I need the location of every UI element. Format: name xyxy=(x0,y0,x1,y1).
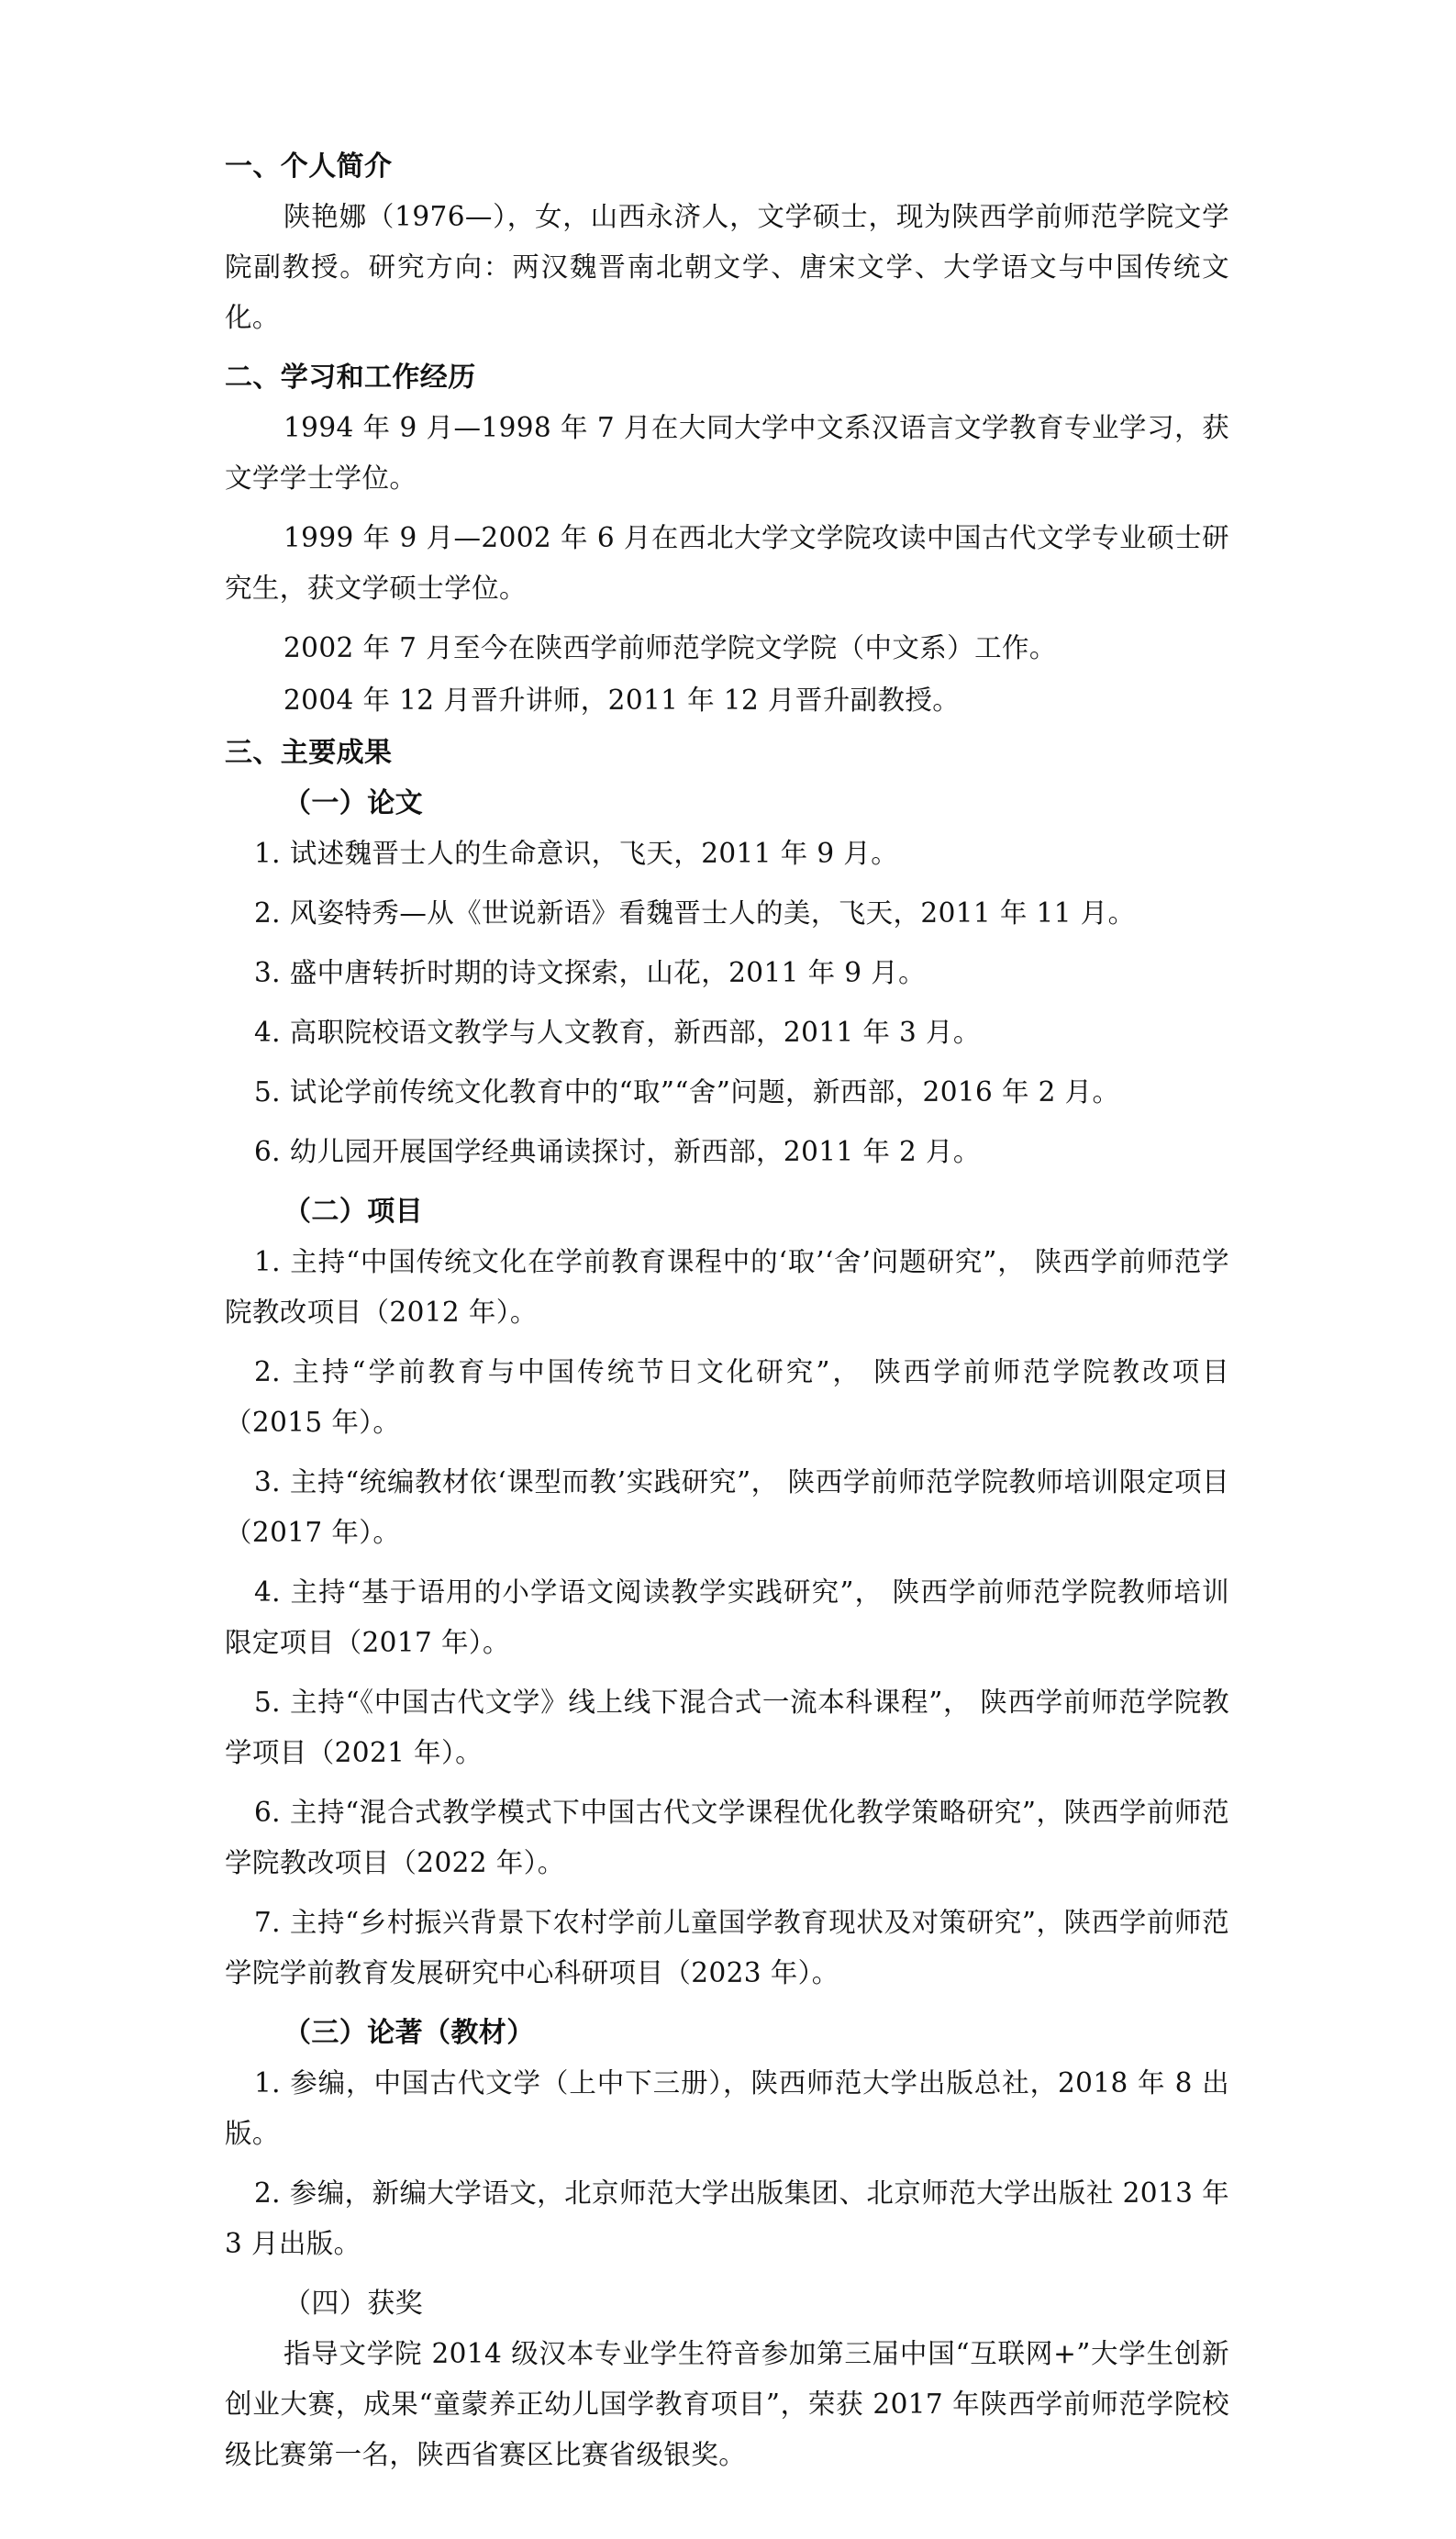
project-item: 1. 主持“中国传统文化在学前教育课程中的‘取’‘舍’问题研究”， 陕西学前师范学院教改项目（2012 年）。 xyxy=(225,1246,1229,1328)
section-heading-intro: 一、个人简介 xyxy=(225,150,393,183)
project-item: 5. 主持“《中国古代文学》线上线下混合式一流本科课程”， 陕西学前师范学院教学项目（2021 年）。 xyxy=(225,1687,1229,1768)
project-item: 4. 主持“基于语用的小学语文阅读教学实践研究”， 陕西学前师范学院教师培训限定项目（2017 年）。 xyxy=(225,1576,1229,1658)
book-item: 1. 参编，中国古代文学（上中下三册），陕西师范大学出版总社，2018 年 8 出版。 xyxy=(225,2067,1229,2149)
subsection-heading-papers: （一）论文 xyxy=(283,787,423,819)
section-heading-experience: 二、学习和工作经历 xyxy=(225,362,476,394)
subsection-heading-books: （三）论著（教材） xyxy=(283,2017,535,2049)
paper-item: 4. 高职院校语文教学与人文教育，新西部，2011 年 3 月。 xyxy=(254,1017,981,1048)
book-item: 2. 参编，新编大学语文，北京师范大学出版集团、北京师范大学出版社 2013 年 3 月出版。 xyxy=(225,2177,1229,2259)
experience-item: 2002 年 7 月至今在陕西学前师范学院文学院（中文系）工作。 xyxy=(283,632,1057,663)
paper-item: 1. 试述魏晋士人的生命意识，飞天，2011 年 9 月。 xyxy=(254,838,899,869)
subsection-heading-projects: （二）项目 xyxy=(283,1196,423,1228)
experience-item: 2004 年 12 月晋升讲师，2011 年 12 月晋升副教授。 xyxy=(283,685,961,716)
subsection-heading-awards: （四）获奖 xyxy=(283,2288,423,2320)
section-heading-achievements: 三、主要成果 xyxy=(225,737,393,769)
paper-item: 2. 风姿特秀—从《世说新语》看魏晋士人的美，飞天，2011 年 11 月。 xyxy=(254,897,1136,929)
intro-paragraph: 陕艳娜（1976—），女，山西永济人，文学硕士，现为陕西学前师范学院文学院副教授。研究方向：两汉魏晋南北朝文学、唐宋文学、大学语文与中国传统文化。 xyxy=(225,201,1229,333)
document-body xyxy=(225,141,1229,2489)
awards-paragraph: 指导文学院 2014 级汉本专业学生符音参加第三届中国“互联网+”大学生创新创业大赛，成果“童蒙养正幼儿国学教育项目”，荣获 2017 年陕西学前师范学院校级比赛第一名，陕西省赛区比赛省级银奖。 xyxy=(225,2338,1229,2470)
project-item: 3. 主持“统编教材依‘课型而教’实践研究”， 陕西学前师范学院教师培训限定项目（2017 年）。 xyxy=(225,1466,1229,1548)
experience-item: 1999 年 9 月—2002 年 6 月在西北大学文学院攻读中国古代文学专业硕士研究生，获文学硕士学位。 xyxy=(225,522,1229,604)
project-item: 7. 主持“乡村振兴背景下农村学前儿童国学教育现状及对策研究”，陕西学前师范学院学前教育发展研究中心科研项目（2023 年）。 xyxy=(225,1907,1229,1988)
experience-item: 1994 年 9 月—1998 年 7 月在大同大学中文系汉语言文学教育专业学习，获文学学士学位。 xyxy=(225,412,1229,494)
paper-item: 3. 盛中唐转折时期的诗文探索，山花，2011 年 9 月。 xyxy=(254,957,926,988)
project-item: 6. 主持“混合式教学模式下中国古代文学课程优化教学策略研究”，陕西学前师范学院教改项目（2022 年）。 xyxy=(225,1797,1229,1878)
paper-item: 6. 幼儿园开展国学经典诵读探讨，新西部，2011 年 2 月。 xyxy=(254,1136,981,1167)
paper-item: 5. 试论学前传统文化教育中的“取”“舍”问题，新西部，2016 年 2 月。 xyxy=(254,1076,1120,1108)
project-item: 2. 主持“学前教育与中国传统节日文化研究”， 陕西学前师范学院教改项目（2015 年）。 xyxy=(225,1356,1229,1438)
